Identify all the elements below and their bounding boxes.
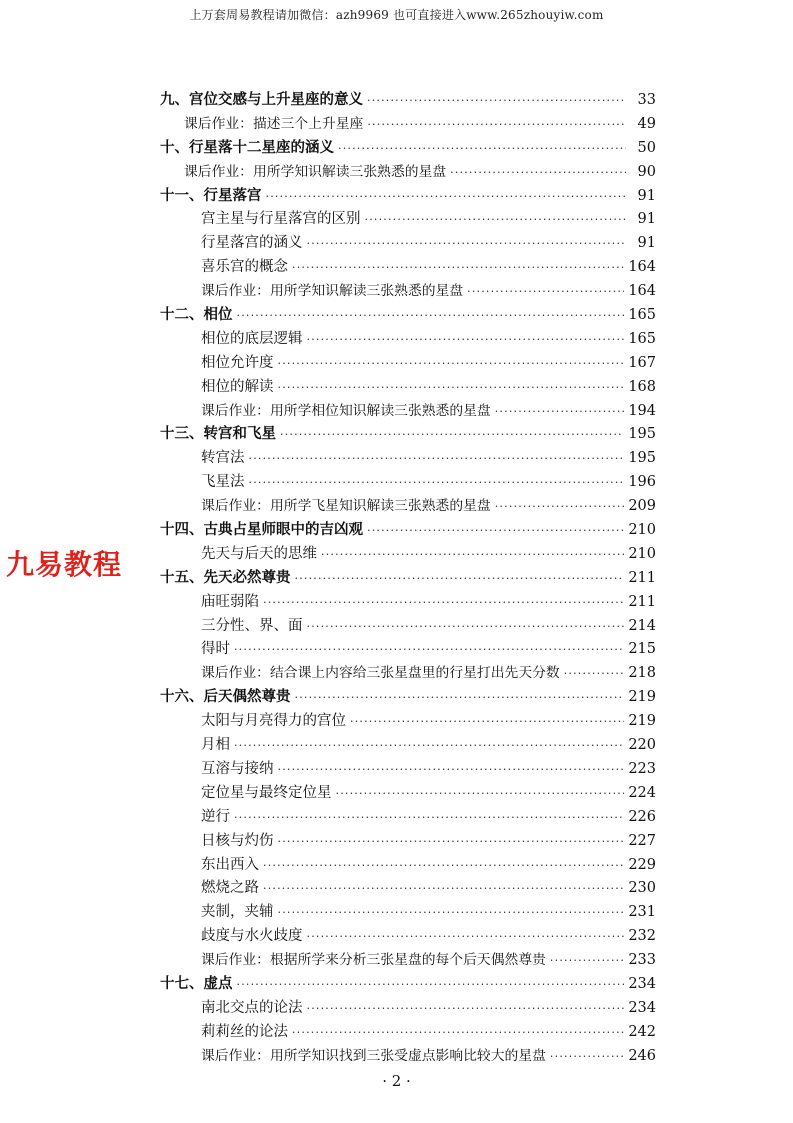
toc-section-entry[interactable]: [160, 112, 656, 136]
toc-chapter-entry[interactable]: [160, 88, 656, 112]
toc-entry-title: 转宫法: [201, 450, 245, 467]
toc-leader-dots: [367, 118, 626, 131]
toc-leader-dots: [495, 405, 625, 418]
toc-section-entry[interactable]: [160, 996, 656, 1020]
toc-leader-dots: [467, 285, 624, 298]
toc-entry-page: 223: [628, 760, 656, 777]
toc-entry-page: 91: [637, 211, 656, 228]
toc-entry-page: 164: [628, 259, 656, 276]
toc-entry-page: 232: [628, 928, 656, 945]
toc-entry-title: 相位的底层逻辑: [201, 330, 303, 347]
toc-section-entry[interactable]: [160, 231, 656, 255]
toc-entry-page: 226: [628, 808, 656, 825]
toc-section-entry[interactable]: [160, 829, 656, 853]
toc-leader-dots: [278, 835, 625, 848]
toc-chapter-entry[interactable]: [160, 566, 656, 590]
toc-entry-title: 互溶与接纳: [201, 760, 274, 777]
toc-entry-page: 219: [628, 689, 656, 706]
toc-leader-dots: [307, 930, 625, 943]
toc-leader-dots: [550, 1050, 624, 1063]
toc-entry-page: 219: [628, 713, 656, 730]
toc-entry-title: 定位星与最终定位星: [201, 784, 332, 801]
toc-entry-page: 230: [628, 880, 656, 897]
toc-section-entry[interactable]: [160, 351, 656, 375]
toc-section-entry[interactable]: [160, 1044, 656, 1068]
toc-section-entry[interactable]: [160, 757, 656, 781]
toc-entry-title: 日核与灼伤: [201, 832, 274, 849]
toc-leader-dots: [450, 166, 626, 179]
toc-section-entry[interactable]: [160, 160, 656, 184]
toc-section-entry[interactable]: [160, 470, 656, 494]
toc-leader-dots: [321, 548, 624, 561]
toc-chapter-entry[interactable]: [160, 184, 656, 208]
toc-leader-dots: [249, 476, 625, 489]
toc-entry-page: 91: [637, 187, 656, 204]
toc-entry-title: 逆行: [201, 808, 230, 825]
toc-entry-title: 南北交点的论法: [201, 999, 303, 1016]
toc-leader-dots: [278, 906, 625, 919]
toc-entry-page: 167: [628, 354, 656, 371]
toc-entry-page: 168: [628, 378, 656, 395]
toc-entry-page: 231: [628, 904, 656, 921]
toc-entry-title: 莉莉丝的论法: [201, 1023, 288, 1040]
toc-leader-dots: [292, 261, 624, 274]
toc-section-entry[interactable]: [160, 399, 656, 423]
toc-entry-title: 三分性、界、面: [201, 617, 303, 634]
toc-chapter-entry[interactable]: [160, 422, 656, 446]
toc-leader-dots: [336, 787, 625, 800]
toc-entry-page: 227: [628, 832, 656, 849]
page-number: · 2 ·: [382, 1072, 411, 1090]
toc-leader-dots: [307, 1002, 625, 1015]
toc-section-entry[interactable]: [160, 924, 656, 948]
toc-entry-title: 太阳与月亮得力的宫位: [201, 713, 346, 730]
toc-entry-page: 211: [628, 593, 656, 610]
toc-leader-dots: [234, 811, 624, 824]
toc-entry-page: 224: [628, 784, 656, 801]
toc-leader-dots: [234, 739, 624, 752]
toc-leader-dots: [307, 333, 625, 346]
toc-leader-dots: [237, 309, 625, 322]
toc-chapter-entry[interactable]: [160, 303, 656, 327]
toc-entry-page: 229: [628, 856, 656, 873]
toc-entry-title: 十七、虚点: [160, 975, 233, 992]
toc-entry-title: 相位允许度: [201, 354, 274, 371]
toc-entry-title: 课后作业：结合课上内容给三张星盘里的行星打出先天分数: [201, 665, 560, 682]
toc-leader-dots: [237, 978, 625, 991]
toc-entry-title: 十一、行星落宫: [160, 187, 262, 204]
toc-entry-title: 行星落宫的涵义: [201, 235, 303, 252]
toc-section-entry[interactable]: [160, 1020, 656, 1044]
toc-entry-title: 飞星法: [201, 474, 245, 491]
toc-leader-dots: [367, 94, 626, 107]
toc-entry-title: 得时: [201, 641, 230, 658]
toc-entry-page: 209: [628, 498, 656, 515]
toc-leader-dots: [263, 882, 624, 895]
toc-entry-title: 相位的解读: [201, 378, 274, 395]
toc-leader-dots: [338, 142, 626, 155]
toc-leader-dots: [495, 500, 625, 513]
toc-section-entry[interactable]: [160, 900, 656, 924]
toc-entry-title: 课后作业：用所学知识解读三张熟悉的星盘: [201, 283, 464, 300]
toc-section-entry[interactable]: [160, 876, 656, 900]
toc-entry-title: 十六、后天偶然尊贵: [160, 689, 291, 706]
toc-entry-title: 十五、先天必然尊贵: [160, 569, 291, 586]
toc-entry-title: 东出西入: [201, 856, 259, 873]
toc-entry-title: 庙旺弱陷: [201, 593, 259, 610]
toc-entry-page: 214: [628, 617, 656, 634]
toc-chapter-entry[interactable]: [160, 136, 656, 160]
toc-section-entry[interactable]: [160, 661, 656, 685]
toc-entry-title: 十、行星落十二星座的涵义: [160, 139, 334, 156]
toc-entry-page: 210: [628, 522, 656, 539]
toc-leader-dots: [365, 213, 627, 226]
toc-entry-page: 215: [628, 641, 656, 658]
toc-chapter-entry[interactable]: [160, 685, 656, 709]
toc-entry-page: 234: [628, 975, 656, 992]
toc-section-entry[interactable]: [160, 805, 656, 829]
toc-entry-page: 218: [628, 665, 656, 682]
toc-leader-dots: [278, 381, 625, 394]
toc-entry-title: 课后作业：描述三个上升星座: [184, 115, 364, 132]
toc-section-entry[interactable]: [160, 948, 656, 972]
toc-section-entry[interactable]: [160, 853, 656, 877]
toc-entry-title: 月相: [201, 737, 230, 754]
toc-entry-page: 33: [637, 92, 656, 108]
toc-section-entry[interactable]: [160, 590, 656, 614]
toc-leader-dots: [266, 190, 627, 203]
toc-leader-dots: [249, 452, 625, 465]
toc-section-entry[interactable]: [160, 375, 656, 399]
toc-leader-dots: [234, 643, 624, 656]
toc-section-entry[interactable]: [160, 781, 656, 805]
toc-leader-dots: [278, 357, 625, 370]
toc-entry-page: 165: [628, 330, 656, 347]
toc-section-entry[interactable]: [160, 327, 656, 351]
toc-entry-title: 课后作业：用所学相位知识解读三张熟悉的星盘: [201, 402, 491, 419]
toc-entry-title: 课后作业：用所学飞星知识解读三张熟悉的星盘: [201, 498, 491, 515]
toc-leader-dots: [564, 667, 625, 680]
toc-entry-title: 十四、古典占星师眼中的吉凶观: [160, 522, 363, 539]
toc-section-entry[interactable]: [160, 207, 656, 231]
toc-section-entry[interactable]: [160, 614, 656, 638]
toc-entry-page: 90: [637, 163, 656, 180]
toc-leader-dots: [307, 620, 625, 633]
toc-chapter-entry[interactable]: [160, 972, 656, 996]
toc-section-entry[interactable]: [160, 446, 656, 470]
header-banner: 上万套周易教程请加微信：azh9969 也可直接进入www.265zhouyiw.com: [189, 8, 604, 22]
toc-entry-page: 210: [628, 545, 656, 562]
toc-leader-dots: [278, 763, 625, 776]
toc-entry-title: 燃烧之路: [201, 880, 259, 897]
toc-entry-page: 220: [628, 737, 656, 754]
toc-leader-dots: [292, 1026, 624, 1039]
toc-entry-page: 242: [628, 1023, 656, 1040]
toc-entry-page: 195: [628, 450, 656, 467]
toc-leader-dots: [307, 237, 627, 250]
toc-section-entry[interactable]: [160, 494, 656, 518]
toc-entry-title: 课后作业：根据所学来分析三张星盘的每个后天偶然尊贵: [201, 952, 546, 969]
toc-entry-page: 211: [628, 569, 656, 586]
toc-leader-dots: [295, 572, 625, 585]
toc-entry-title: 喜乐宫的概念: [201, 259, 288, 276]
toc-entry-page: 164: [628, 283, 656, 300]
toc-leader-dots: [263, 596, 624, 609]
toc-section-entry[interactable]: [160, 709, 656, 733]
toc-entry-page: 49: [637, 115, 656, 132]
toc-entry-page: 195: [628, 426, 656, 443]
toc-entry-title: 九、宫位交感与上升星座的意义: [160, 92, 363, 108]
toc-entry-title: 课后作业：用所学知识解读三张熟悉的星盘: [184, 163, 447, 180]
toc-section-entry[interactable]: [160, 255, 656, 279]
table-of-contents: [160, 88, 656, 1068]
toc-entry-title: 课后作业：用所学知识找到三张受虚点影响比较大的星盘: [201, 1047, 546, 1064]
toc-entry-title: 歧度与水火歧度: [201, 928, 303, 945]
toc-entry-page: 91: [637, 235, 656, 252]
toc-section-entry[interactable]: [160, 637, 656, 661]
watermark-logo: 九易教程: [6, 548, 123, 581]
toc-entry-page: 194: [628, 402, 656, 419]
toc-entry-page: 246: [628, 1047, 656, 1064]
toc-leader-dots: [367, 524, 624, 537]
toc-entry-page: 196: [628, 474, 656, 491]
toc-leader-dots: [295, 691, 625, 704]
toc-leader-dots: [350, 715, 624, 728]
toc-entry-title: 十二、相位: [160, 307, 233, 324]
toc-leader-dots: [280, 428, 624, 441]
toc-entry-page: 50: [637, 139, 656, 156]
toc-entry-title: 先天与后天的思维: [201, 545, 317, 562]
toc-section-entry[interactable]: [160, 279, 656, 303]
toc-entry-page: 233: [628, 952, 656, 969]
toc-section-entry[interactable]: [160, 542, 656, 566]
toc-entry-title: 夹制，夹辅: [201, 904, 274, 921]
toc-entry-title: 宫主星与行星落宫的区别: [201, 211, 361, 228]
toc-leader-dots: [550, 954, 624, 967]
toc-entry-page: 234: [628, 999, 656, 1016]
toc-section-entry[interactable]: [160, 733, 656, 757]
toc-leader-dots: [263, 859, 624, 872]
toc-entry-title: 十三、转宫和飞星: [160, 426, 276, 443]
toc-entry-page: 165: [628, 307, 656, 324]
toc-chapter-entry[interactable]: [160, 518, 656, 542]
